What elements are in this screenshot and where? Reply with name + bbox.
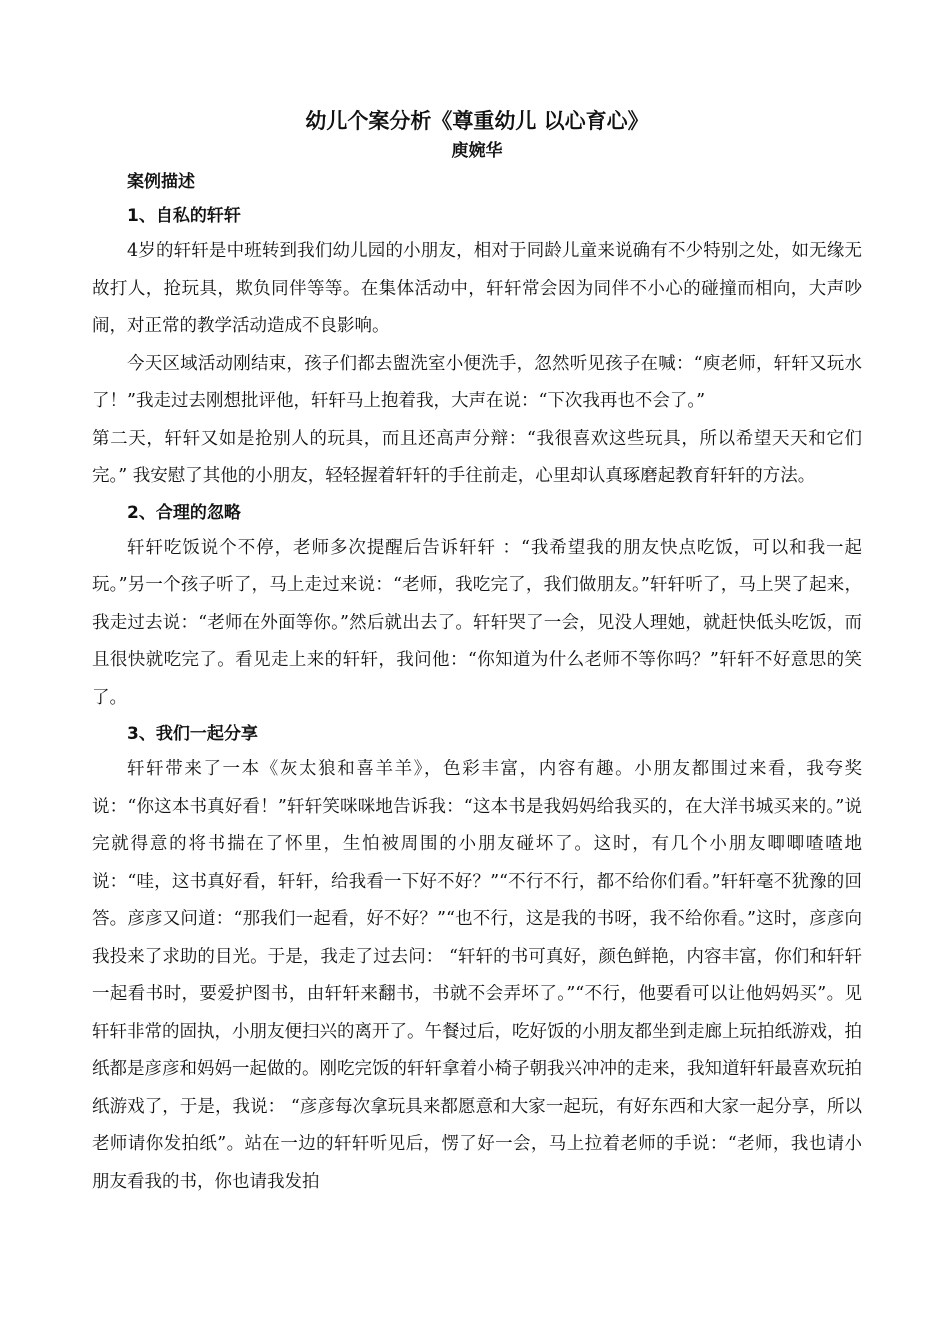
- case1-paragraph-3: 第二天，轩轩又如是抢别人的玩具，而且还高声分辩：“我很喜欢这些玩具，所以希望天天和它们完。” 我安慰了其他的小朋友，轻轻握着轩轩的手往前走，心里却认真琢磨起教育轩轩的方法。: [92, 428, 862, 486]
- document-page: [92, 100, 862, 1201]
- case1-heading: 1、自私的轩轩: [127, 206, 241, 226]
- section-heading: 案例描述: [127, 172, 195, 192]
- case2-heading: 2、合理的忽略: [127, 502, 241, 523]
- case2-paragraph-1: 轩轩吃饭说个不停，老师多次提醒后告诉轩轩 ：“我希望我的朋友快点吃饭，可以和我一起玩。”另一个孩子听了，马上走过来说：“老师，我吃完了，我们做朋友。”轩轩听了，马上哭了起来，我走过去说：“老师在外面等你。”然后就出去了。轩轩哭了一会，见没人理她，就赶快低头吃饭，而且很快就吃完了。看见走上来的轩轩，我问他：“你知道为什么老师不等你吗？”轩轩不好意思的笑了。: [92, 537, 862, 708]
- case1-paragraph-1: 4岁的轩轩是中班转到我们幼儿园的小朋友，相对于同龄儿童来说确有不少特别之处，如无缘无故打人，抢玩具，欺负同伴等等。在集体活动中，轩轩常会因为同伴不小心的碰撞而相向，大声吵闹，对正常的教学活动造成不良影响。: [92, 241, 862, 336]
- author-name: 庾婉华: [451, 141, 503, 161]
- document-title: 幼儿个案分析《尊重幼儿 以心育心》: [305, 109, 649, 133]
- case3-paragraph-1: 轩轩带来了一本《灰太狼和喜羊羊》，色彩丰富，内容有趣。小朋友都围过来看，我夸奖说：“你这本书真好看！”轩轩笑咪咪地告诉我：“这本书是我妈妈给我买的，在大洋书城买来的。”说完就得意的将书揣在了怀里，生怕被周围的小朋友碰坏了。这时，有几个小朋友唧唧喳喳地说：“哇，这书真好看，轩轩，给我看一下好不好？”“不行不行，都不给你们看。”轩轩毫不犹豫的回答。彦彦又问道：“那我们一起看，好不好？”“也不行，这是我的书呀，我不给你看。”这时，彦彦向我投来了求助的目光。于是，我走了过去问： “轩轩的书可真好，颜色鲜艳，内容丰富，你们和轩轩一起看书时，要爱护图书，由轩轩来翻书，书就不会弄坏了。”“不行，他要看可以让他妈妈买”。见轩轩非常的固执，小朋友便扫兴的离开了。午餐过后，吃好饭的小朋友都坐到走廊上玩拍纸游戏，拍纸都是彦彦和妈妈一起做的。刚吃完饭的轩轩拿着小椅子朝我兴冲冲的走来，我知道轩轩最喜欢玩拍纸游戏了，于是，我说： “彦彦每次拿玩具来都愿意和大家一起玩，有好东西和大家一起分享，所以老师请你发拍纸”。站在一边的轩轩听见后，愣了好一会，马上拉着老师的手说：“老师，我也请小朋友看我的书，你也请我发拍: [92, 759, 862, 1192]
- case1-paragraph-2: 今天区域活动刚结束，孩子们都去盥洗室小便洗手，忽然听见孩子在喊：“庾老师，轩轩又玩水了！”我走过去刚想批评他，轩轩马上抱着我，大声在说：“下次我再也不会了。”: [92, 353, 862, 411]
- case3-heading: 3、我们一起分享: [127, 724, 258, 744]
